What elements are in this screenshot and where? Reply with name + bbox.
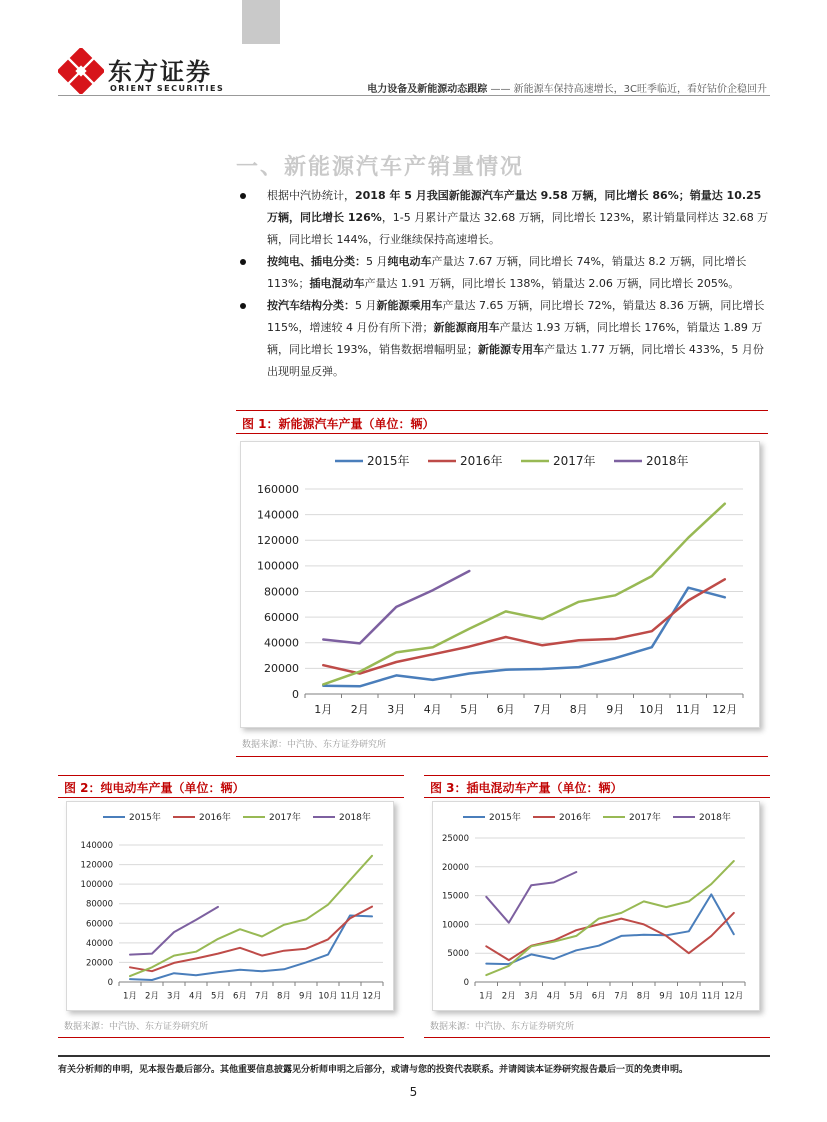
bullet-text-segment: 产量达 1.93 万辆，同比增长 176%，销量达 1.89 万辆，同比增长 193%，销售数据增幅明显； [267, 321, 763, 356]
x-tick-label: 5月 [460, 703, 479, 716]
fig1-chart [240, 441, 760, 728]
y-tick-label: 140000 [80, 840, 113, 851]
x-tick-label: 3月 [524, 991, 539, 1002]
y-tick-label: 40000 [264, 636, 299, 650]
y-tick-label: 100000 [80, 880, 113, 891]
x-tick-label: 1月 [479, 991, 494, 1002]
bullet-text-segment: 产量达 7.65 万辆，同比增长 72%，销量达 8.36 万辆，同比增长 115%，增速较 4 月份有所下滑； [267, 299, 765, 334]
x-tick-label: 7月 [614, 991, 629, 1002]
legend-label: 2017年 [553, 454, 596, 469]
x-tick-label: 5月 [211, 991, 225, 1002]
x-tick-label: 8月 [569, 703, 588, 716]
bullet-text-segment: 根据中汽协统计， [267, 189, 355, 202]
fig2-chart [66, 801, 394, 1011]
series-line-2015年 [323, 588, 725, 687]
x-tick-label: 12月 [362, 991, 382, 1002]
y-tick-label: 60000 [85, 919, 113, 930]
x-tick-label: 10月 [679, 991, 699, 1002]
x-tick-label: 12月 [712, 703, 738, 716]
x-tick-label: 1月 [123, 991, 137, 1002]
legend-label: 2015年 [489, 813, 521, 824]
report-title: —— 新能源车保持高速增长，3C旺季临近，看好钴价企稳回升 [490, 84, 767, 95]
bullet-text-segment: 产量达 1.77 万辆，同比增长 433%，5 月份出现明显反弹。 [267, 343, 764, 378]
fig1-title-rule [236, 433, 768, 434]
fig3-title-rule [424, 797, 770, 798]
series-line-2017年 [130, 856, 372, 976]
y-tick-label: 140000 [257, 508, 299, 522]
y-tick-label: 20000 [264, 662, 299, 676]
x-tick-label: 2月 [501, 991, 516, 1002]
header-divider [58, 95, 770, 96]
bullet-text-segment: 新能源专用车 [477, 343, 544, 356]
footer-disclaimer: 有关分析师的申明，见本报告最后部分。其他重要信息披露见分析师申明之后部分，或请与您的投资代表联系。并请阅读本证券研究报告最后一页的免责申明。 [58, 1065, 689, 1075]
y-tick-label: 120000 [80, 860, 113, 871]
bullet-text-segment: 2018 年 5 月我国新能源汽车产量达 9.58 万辆，同比增长 86%；销量达 10.25 万辆，同比增长 126% [267, 189, 762, 224]
legend-label: 2016年 [559, 813, 591, 824]
legend-label: 2016年 [199, 813, 231, 824]
y-tick-label: 5000 [447, 949, 469, 960]
bullet-text-segment: 插电混动车 [309, 277, 365, 290]
fig2-bottom-rule [58, 1037, 404, 1038]
fig2-chart-svg [67, 802, 393, 1010]
brand-name-en: ORIENT SECURITIES [110, 84, 225, 93]
y-tick-label: 20000 [441, 862, 469, 873]
x-tick-label: 9月 [299, 991, 313, 1002]
section-title: 一、新能源汽车产销量情况 [236, 155, 525, 180]
x-tick-label: 9月 [659, 991, 674, 1002]
x-tick-label: 2月 [145, 991, 159, 1002]
y-tick-label: 40000 [85, 938, 113, 949]
bullet-dot-icon [240, 303, 246, 309]
legend-label: 2016年 [460, 454, 503, 469]
x-tick-label: 3月 [387, 703, 406, 716]
y-tick-label: 80000 [264, 585, 299, 599]
bullet-text-segment: 按纯电、插电分类： [267, 255, 366, 268]
x-tick-label: 7月 [533, 703, 552, 716]
y-tick-label: 0 [292, 687, 299, 701]
x-tick-label: 10月 [639, 703, 665, 716]
y-tick-label: 60000 [264, 610, 299, 624]
fig3-top-rule [424, 775, 770, 776]
x-tick-label: 12月 [724, 991, 744, 1002]
legend-label: 2015年 [367, 454, 410, 469]
fig3-chart-svg [433, 802, 759, 1010]
fig1-chart-svg [241, 442, 759, 727]
y-tick-label: 10000 [441, 920, 469, 931]
fig2-title-rule [58, 797, 404, 798]
bullet-item [236, 185, 772, 251]
bullet-text-segment: 新能源乘用车 [376, 299, 443, 312]
page-number: 5 [409, 1085, 418, 1099]
bullet-text-segment: 5 月 [355, 299, 377, 312]
x-tick-label: 9月 [606, 703, 625, 716]
fig2-source: 数据来源：中汽协、东方证券研究所 [64, 1022, 209, 1032]
x-tick-label: 2月 [350, 703, 369, 716]
footer-divider [58, 1055, 770, 1057]
legend-label: 2017年 [629, 813, 661, 824]
x-tick-label: 4月 [189, 991, 203, 1002]
fig3-bottom-rule [424, 1037, 770, 1038]
x-tick-label: 6月 [233, 991, 247, 1002]
report-header [367, 80, 767, 95]
x-tick-label: 10月 [318, 991, 338, 1002]
y-tick-label: 120000 [257, 534, 299, 548]
bullet-text-segment: 按汽车结构分类： [267, 299, 355, 312]
y-tick-label: 25000 [441, 833, 469, 844]
bullet-list [236, 185, 772, 383]
x-tick-label: 3月 [167, 991, 181, 1002]
x-tick-label: 8月 [277, 991, 291, 1002]
legend-label: 2017年 [269, 813, 301, 824]
legend-label: 2018年 [646, 454, 689, 469]
series-line-2017年 [323, 504, 725, 685]
y-tick-label: 100000 [257, 559, 299, 573]
header-tab-decoration [242, 0, 280, 44]
x-tick-label: 5月 [569, 991, 584, 1002]
y-tick-label: 15000 [441, 891, 469, 902]
bullet-text-segment: ，1-5 月累计产量达 32.68 万辆，同比增长 123%，累计销量同样达 32.68 万辆，同比增长 144%，行业继续保持高速增长。 [267, 211, 769, 246]
fig1-top-rule [236, 410, 768, 411]
series-line-2015年 [130, 916, 372, 981]
series-line-2018年 [323, 571, 469, 643]
x-tick-label: 4月 [423, 703, 442, 716]
bullet-text-segment: 纯电动车 [387, 255, 432, 268]
x-tick-label: 6月 [496, 703, 515, 716]
brand-logo-icon [58, 48, 104, 94]
fig2-title: 图 2：纯电动车产量（单位：辆） [64, 781, 245, 795]
y-tick-label: 80000 [85, 899, 113, 910]
bullet-text-segment: 5 月 [366, 255, 388, 268]
x-tick-label: 7月 [255, 991, 269, 1002]
series-line-2018年 [486, 872, 576, 923]
bullet-item [236, 295, 772, 383]
x-tick-label: 1月 [314, 703, 333, 716]
brand-name-cn: 东方证券 [108, 58, 212, 86]
x-tick-label: 11月 [701, 991, 721, 1002]
fig1-source: 数据来源：中汽协、东方证券研究所 [242, 740, 387, 750]
legend-label: 2015年 [129, 813, 161, 824]
y-tick-label: 160000 [257, 482, 299, 496]
brand-logo [58, 48, 238, 98]
x-tick-label: 4月 [546, 991, 561, 1002]
bullet-text-segment: 新能源商用车 [433, 321, 500, 334]
fig1-title: 图 1：新能源汽车产量（单位：辆） [242, 417, 435, 431]
x-tick-label: 11月 [340, 991, 360, 1002]
fig2-top-rule [58, 775, 404, 776]
fig3-chart [432, 801, 760, 1011]
legend-label: 2018年 [339, 813, 371, 824]
bullet-dot-icon [240, 193, 246, 199]
legend-label: 2018年 [699, 813, 731, 824]
x-tick-label: 11月 [675, 703, 701, 716]
x-tick-label: 8月 [636, 991, 651, 1002]
bullet-text-segment: 产量达 1.91 万辆，同比增长 138%，销量达 2.06 万辆，同比增长 205%。 [364, 277, 740, 290]
y-tick-label: 20000 [85, 958, 113, 969]
y-tick-label: 0 [107, 977, 113, 988]
fig1-bottom-rule [236, 756, 768, 757]
bullet-dot-icon [240, 259, 246, 265]
report-series: 电力设备及新能源动态跟踪 [367, 84, 488, 95]
x-tick-label: 6月 [591, 991, 606, 1002]
bullet-item [236, 251, 772, 295]
y-tick-label: 0 [463, 977, 469, 988]
bullet-text-segment: 产量达 7.67 万辆，同比增长 74%，销量达 8.2 万辆，同比增长 113%； [267, 255, 747, 290]
fig3-source: 数据来源：中汽协、东方证券研究所 [430, 1022, 575, 1032]
fig3-title: 图 3：插电混动车产量（单位：辆） [430, 781, 623, 795]
